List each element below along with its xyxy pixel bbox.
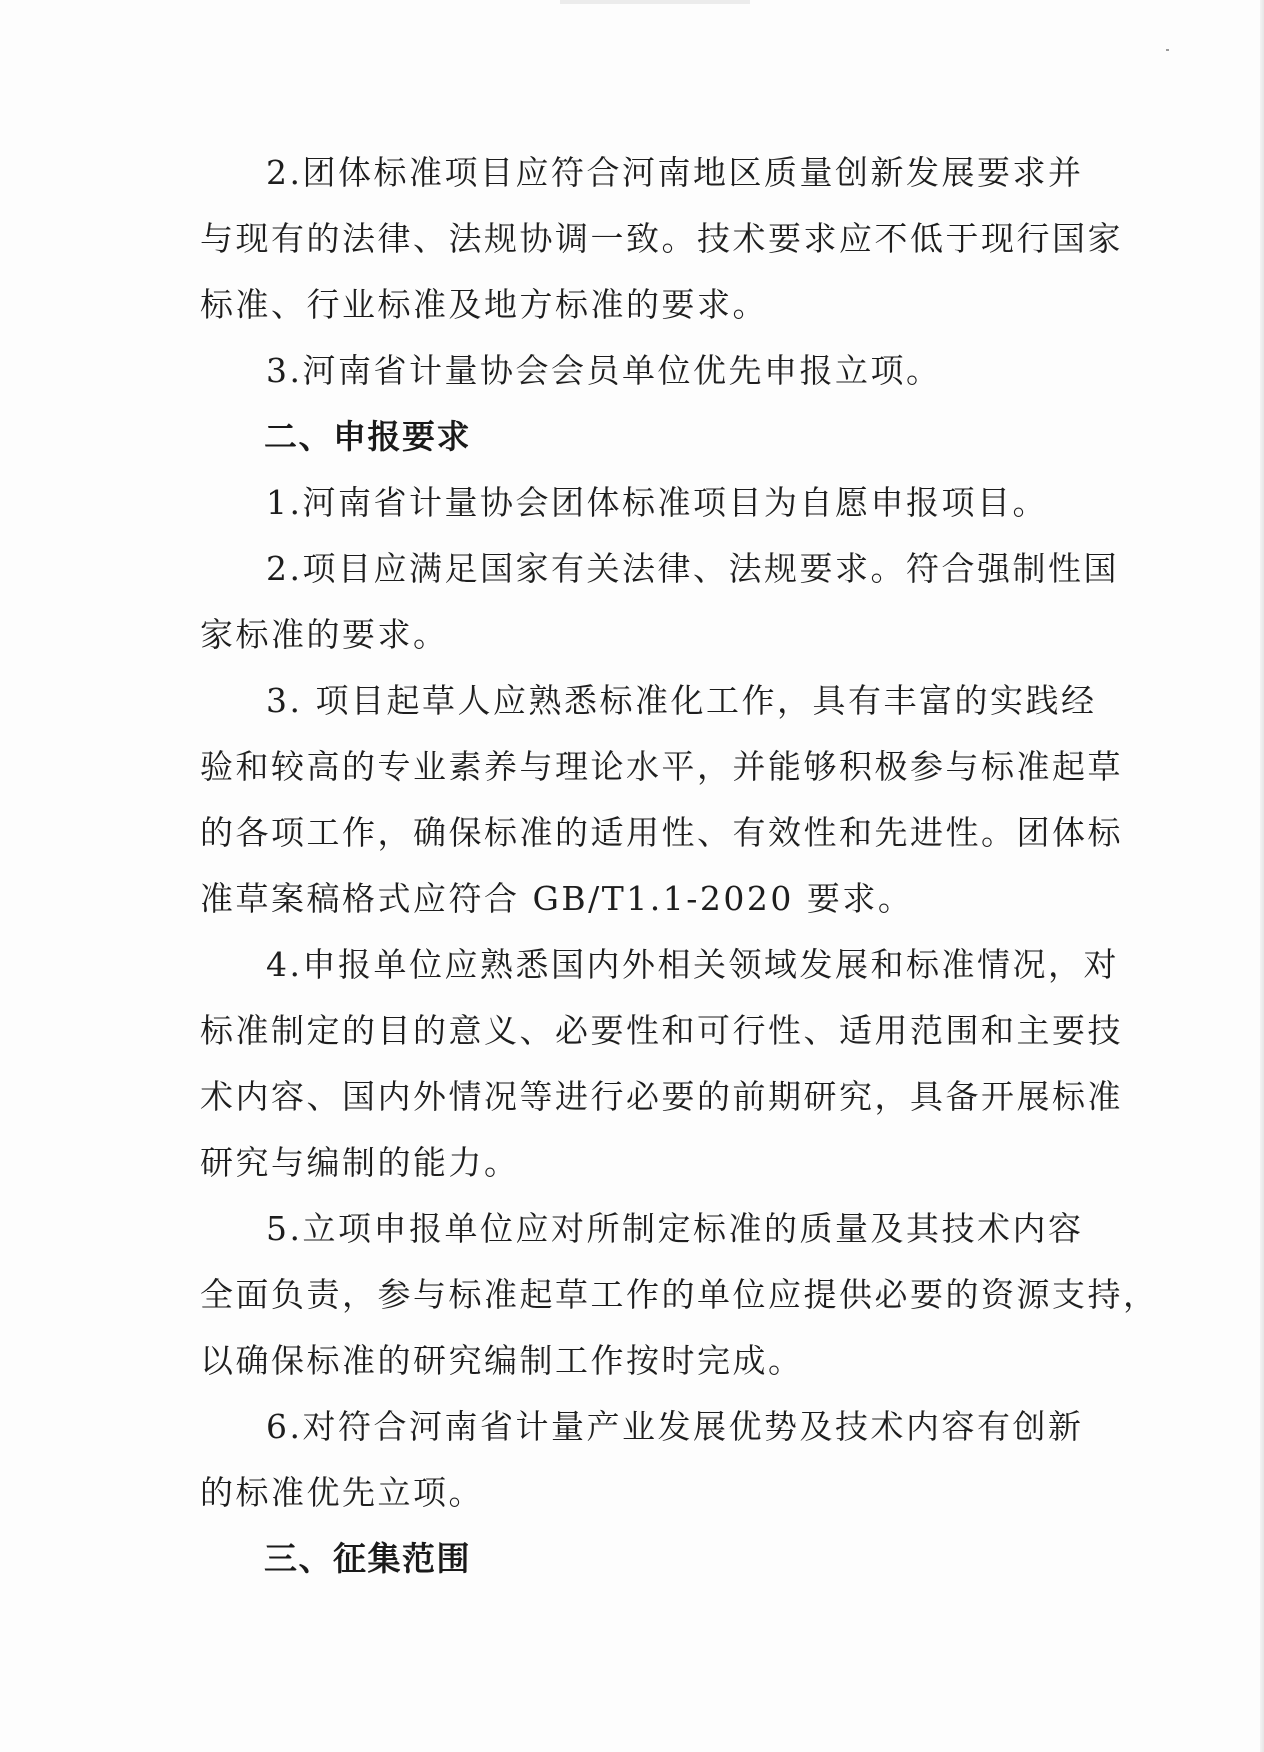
text-line: 术内容、国内外情况等进行必要的前期研究，具备开展标准 bbox=[200, 1077, 1123, 1116]
paragraph-voluntary-application bbox=[200, 470, 1080, 536]
text-line: 的各项工作，确保标准的适用性、有效性和先进性。团体标 bbox=[200, 813, 1123, 852]
section-heading-application-requirements: 二、申报要求 bbox=[264, 417, 471, 456]
text-line: 全面负责，参与标准起草工作的单位应提供必要的资源支持， bbox=[200, 1275, 1159, 1314]
text-line: 3. 项目起草人应熟悉标准化工作，具有丰富的实践经 bbox=[266, 681, 1097, 720]
paragraph-unit-responsibility bbox=[200, 1196, 1159, 1394]
text-line: 2.团体标准项目应符合河南地区质量创新发展要求并 bbox=[266, 153, 1084, 192]
paragraph-drafter-qualifications bbox=[200, 668, 1123, 932]
text-line: 6.对符合河南省计量产业发展优势及技术内容有创新 bbox=[266, 1407, 1084, 1446]
text-line: 1.河南省计量协会团体标准项目为自愿申报项目。 bbox=[266, 483, 1048, 522]
paragraph-preliminary-research bbox=[200, 932, 1123, 1196]
scan-artifact-edge bbox=[1260, 0, 1264, 1752]
paragraph-legal-compliance bbox=[200, 536, 1119, 668]
text-line: 5.立项申报单位应对所制定标准的质量及其技术内容 bbox=[266, 1209, 1084, 1248]
text-line: 标准、行业标准及地方标准的要求。 bbox=[200, 285, 768, 324]
text-line: 3.河南省计量协会会员单位优先申报立项。 bbox=[266, 351, 942, 390]
text-line: 4.申报单位应熟悉国内外相关领域发展和标准情况，对 bbox=[266, 945, 1119, 984]
paragraph-member-priority bbox=[200, 338, 1080, 404]
text-line: 2.项目应满足国家有关法律、法规要求。符合强制性国 bbox=[266, 549, 1119, 588]
section-heading-collection-scope: 三、征集范围 bbox=[264, 1539, 471, 1578]
text-line: 验和较高的专业素养与理论水平，并能够积极参与标准起草 bbox=[200, 747, 1123, 786]
paragraph-innovation-priority bbox=[200, 1394, 1084, 1526]
text-line: 准草案稿格式应符合 GB/T1.1-2020 要求。 bbox=[200, 879, 914, 918]
text-line: 家标准的要求。 bbox=[200, 615, 449, 654]
document-body bbox=[200, 140, 1159, 1592]
text-line: 的标准优先立项。 bbox=[200, 1473, 484, 1512]
text-line: 标准制定的目的意义、必要性和可行性、适用范围和主要技 bbox=[200, 1011, 1123, 1050]
scan-artifact-top bbox=[560, 0, 750, 4]
scan-speck bbox=[1166, 49, 1169, 51]
text-line: 与现有的法律、法规协调一致。技术要求应不低于现行国家 bbox=[200, 219, 1123, 258]
text-line: 以确保标准的研究编制工作按时完成。 bbox=[200, 1341, 804, 1380]
text-line: 研究与编制的能力。 bbox=[200, 1143, 520, 1182]
paragraph-standard-project-requirements bbox=[200, 140, 1123, 338]
